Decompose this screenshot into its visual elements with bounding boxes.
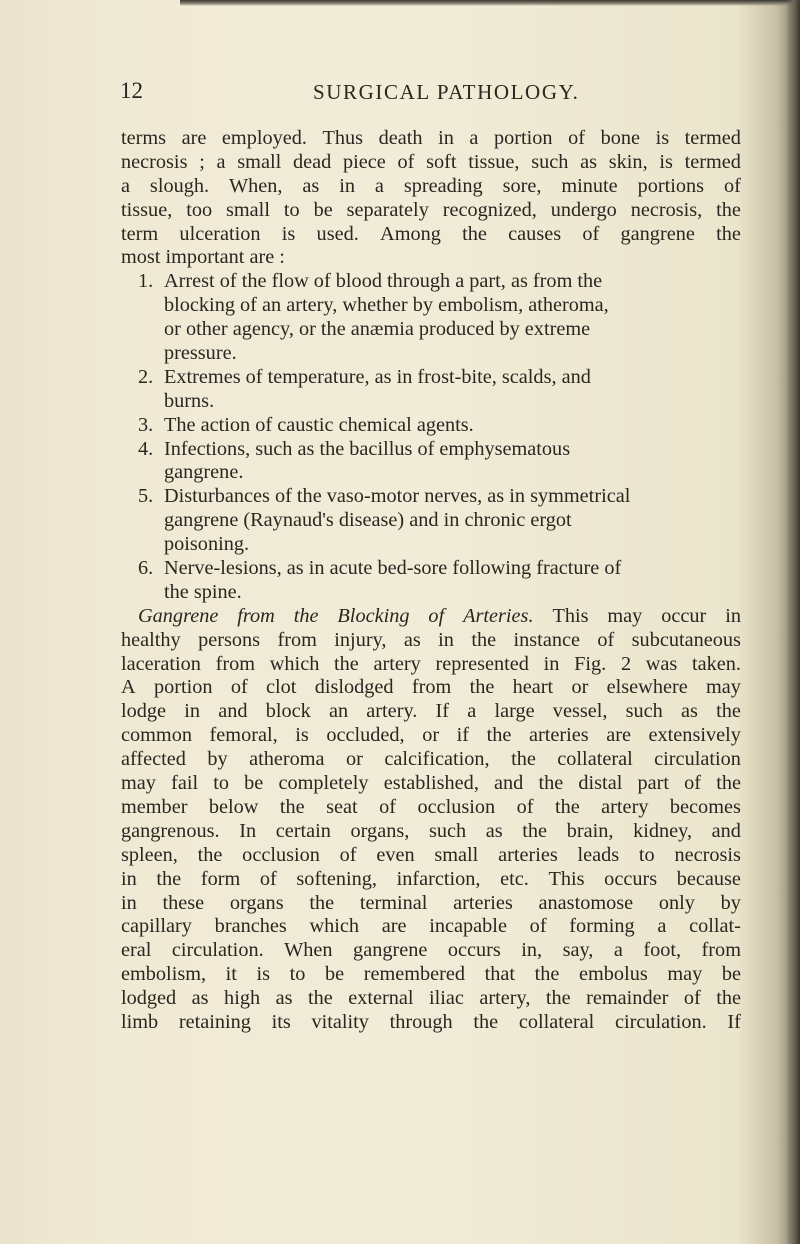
word: or [345, 748, 363, 771]
text-line [121, 892, 741, 916]
word: of [259, 867, 277, 890]
word: persons [198, 628, 261, 651]
word: spleen, [121, 843, 178, 866]
word: Thus [322, 127, 364, 149]
word: circulation. [614, 1010, 707, 1033]
word: embolism, [121, 963, 207, 986]
word: collateral [518, 1010, 595, 1033]
word: is [659, 150, 673, 173]
section-heading-word: Arteries. [463, 604, 534, 627]
word: a [613, 939, 623, 962]
word: iliac [428, 987, 464, 1010]
word: spreading [403, 174, 483, 197]
word: soft [426, 150, 457, 173]
word: employed. [221, 127, 307, 149]
word: may [607, 604, 643, 627]
word: the [716, 987, 741, 1010]
word: the [307, 987, 333, 1010]
word: are [181, 127, 207, 149]
word: of [379, 795, 396, 818]
section-heading-word: the [293, 604, 319, 627]
list-number: 5. [138, 485, 154, 508]
text-line [121, 772, 741, 796]
word: seat [326, 795, 358, 818]
word: or [571, 676, 589, 699]
word: brain, [566, 819, 614, 842]
text-line [121, 175, 741, 199]
word: and [494, 772, 524, 795]
word: the [716, 222, 741, 245]
word: represented [435, 652, 529, 675]
word: of [529, 915, 547, 938]
word: collateral [557, 748, 633, 771]
word: the [473, 1010, 499, 1033]
word: through [389, 1010, 453, 1033]
list-item-2: 2. Extremes of temperature, as in frost-bite, scalds, and [138, 365, 591, 388]
word: a [469, 127, 479, 149]
word: and [218, 700, 248, 723]
word: gangrene [620, 222, 695, 245]
word: capillary [121, 915, 192, 938]
word: be [244, 772, 264, 795]
section-heading-word: Blocking [337, 604, 410, 627]
word: occurs [604, 867, 658, 890]
word: of [723, 174, 741, 197]
text-line [121, 151, 741, 175]
word: by [720, 891, 741, 914]
text-line [121, 1011, 741, 1035]
word: in [438, 628, 454, 651]
word: laceration [121, 652, 201, 675]
page-binding-shadow [786, 0, 800, 1244]
text-line [121, 629, 741, 653]
word: it [225, 963, 237, 986]
word: as [580, 150, 598, 173]
word: the [486, 724, 512, 747]
word: that [484, 963, 516, 986]
page-top-shadow [180, 0, 800, 6]
word: artery. [366, 700, 418, 723]
word: collat- [689, 915, 741, 938]
word: the [716, 700, 741, 723]
word: portions [637, 174, 705, 197]
word: was [645, 652, 678, 675]
text-line: blocking of an artery, whether by embolism, atheroma, [164, 294, 609, 317]
word: as [403, 628, 421, 651]
word: causes [508, 222, 562, 245]
word: ulceration [179, 222, 261, 245]
word: kidney, [633, 819, 693, 842]
word: etc. [500, 867, 529, 890]
word: even [376, 843, 415, 866]
word: branches [214, 915, 287, 938]
word: When, [229, 174, 283, 197]
word: occluded, [326, 724, 405, 747]
word: is [295, 724, 309, 747]
word: healthy [121, 628, 181, 651]
word: member [121, 795, 188, 818]
list-number: 4. [138, 437, 154, 460]
text-line [121, 653, 741, 677]
word: recognized, [442, 198, 537, 221]
word: its [271, 1010, 291, 1033]
word: be [721, 963, 741, 986]
word: tissue, [468, 150, 520, 173]
text-line [121, 748, 741, 772]
word: necrosis, [630, 198, 703, 221]
word: becomes [669, 795, 741, 818]
word: small [226, 198, 270, 221]
word: a [374, 174, 384, 197]
word: sore, [502, 174, 542, 197]
word: common [121, 724, 192, 747]
text-line [121, 820, 741, 844]
word: as [681, 700, 698, 723]
word: to [289, 963, 306, 986]
word: vitality [311, 1010, 369, 1033]
section-heading-word: Gangrene [138, 604, 219, 627]
word: necrosis [674, 843, 741, 866]
text-line [121, 844, 741, 868]
word: because [676, 867, 741, 890]
word: the [554, 795, 580, 818]
word: a [216, 150, 226, 173]
word: incapable [429, 915, 507, 938]
list-number: 6. [138, 557, 154, 580]
word: of [582, 222, 600, 245]
word: terminal [359, 891, 428, 914]
word: by [207, 748, 228, 771]
word: lodged [121, 987, 177, 1010]
word: of [597, 628, 615, 651]
word: organs [229, 891, 284, 914]
word: a [467, 700, 477, 723]
word: is [655, 127, 670, 149]
word: circulation. [171, 939, 264, 962]
word: the [469, 676, 495, 699]
word: infarction, [396, 867, 481, 890]
word: dislodged [314, 676, 394, 699]
word: the [309, 891, 335, 914]
text-line [121, 700, 741, 724]
word: be [324, 963, 345, 986]
word: bone [600, 127, 641, 149]
word: too [186, 198, 213, 221]
word: in [543, 652, 560, 675]
word: skin, [608, 150, 648, 173]
word: from [277, 628, 317, 651]
section-heading-word: of [428, 604, 445, 627]
word: the [156, 867, 182, 890]
body-text [121, 127, 741, 1035]
text-line [121, 939, 741, 963]
text-line: burns. [164, 389, 215, 412]
text-line [121, 963, 741, 987]
word: small [237, 150, 282, 173]
word: the [471, 628, 497, 651]
word: is [281, 222, 296, 245]
word: a [121, 174, 131, 197]
word: femoral, [209, 724, 278, 747]
word: these [162, 891, 205, 914]
list-item-3: 3. The action of caustic chemical agents. [138, 413, 474, 436]
list-item-6: 6. Nerve-lesions, as in acute bed-sore following fracture of [138, 557, 622, 580]
word: the [538, 772, 564, 795]
word: which [309, 915, 360, 938]
word: artery, [479, 987, 531, 1010]
word: anastomose [538, 891, 634, 914]
word: eral [121, 939, 152, 962]
word: portion [153, 676, 213, 699]
word: In [239, 819, 257, 842]
word: in [121, 867, 137, 890]
text-line [121, 724, 741, 748]
word: Among [380, 222, 441, 245]
list-item-1: 1. Arrest of the flow of blood through a part, as from the [138, 270, 603, 293]
word: instance [513, 628, 580, 651]
word: large [494, 700, 535, 723]
word: arteries [528, 724, 589, 747]
running-title: SURGICAL PATHOLOGY. [313, 80, 580, 104]
word: of [683, 987, 701, 1010]
word: of [397, 150, 415, 173]
word: to [213, 772, 230, 795]
word: block [265, 700, 311, 723]
word: certain [275, 819, 331, 842]
word: elsewhere [606, 676, 688, 699]
word: artery [601, 795, 649, 818]
word: the [334, 652, 359, 675]
word: such [428, 819, 467, 842]
word: the [545, 987, 571, 1010]
word: a [657, 915, 667, 938]
word: or [422, 724, 440, 747]
text-line [121, 223, 741, 247]
word: minute [561, 174, 618, 197]
word: and [711, 819, 741, 842]
word: clot [266, 676, 297, 699]
word: subcutaneous [631, 628, 741, 651]
word: of [568, 127, 586, 149]
word: completely [278, 772, 369, 795]
word: forming [569, 915, 635, 938]
word: This [548, 867, 585, 890]
word: small [434, 843, 479, 866]
word: high [224, 987, 261, 1010]
word: ; [199, 150, 205, 173]
list-number: 1. [138, 270, 154, 293]
word: in [121, 891, 137, 914]
word: arteries [498, 843, 558, 866]
word: foot, [643, 939, 682, 962]
word: to [638, 843, 655, 866]
word: circulation [654, 748, 741, 771]
section-first-line [121, 605, 741, 629]
word: from [701, 939, 741, 962]
word: taken. [692, 652, 741, 675]
text-line [121, 915, 741, 939]
word: If [435, 700, 450, 723]
text-line [121, 796, 741, 820]
word: such [531, 150, 569, 173]
word: terms [121, 127, 167, 149]
word: the [511, 748, 536, 771]
word: occlusion [417, 795, 496, 818]
text-line: pressure. [164, 342, 237, 365]
text-line: most important are : [121, 246, 285, 269]
word: the [197, 843, 223, 866]
word: injury, [334, 628, 387, 651]
word: separately [346, 198, 429, 221]
text-line: gangrene (Raynaud's disease) and in chronic ergot [164, 509, 572, 532]
text-line: gangrene. [164, 461, 244, 484]
word: which [269, 652, 320, 675]
word: tissue, [121, 198, 173, 221]
list-number: 2. [138, 365, 154, 388]
word: form [200, 867, 241, 890]
text-line [121, 987, 741, 1011]
word: the [716, 198, 741, 221]
text-line [121, 868, 741, 892]
word: atheroma [249, 748, 325, 771]
list-item-4: 4. Infections, such as the bacillus of emphysematous [138, 437, 571, 460]
word: the [522, 819, 548, 842]
word: the [462, 222, 487, 245]
word: as [191, 987, 209, 1010]
word: necrosis [121, 150, 188, 173]
word: embolus [579, 963, 648, 986]
word: softening, [296, 867, 377, 890]
word: remainder [586, 987, 669, 1010]
word: limb [121, 1010, 159, 1033]
word: of [684, 772, 702, 795]
word: such [625, 700, 663, 723]
word: used. [316, 222, 359, 245]
word: from [215, 652, 256, 675]
word: part [637, 772, 670, 795]
text-line [121, 676, 741, 700]
word: death [378, 127, 423, 149]
word: When [284, 939, 333, 962]
list-item-5: 5. Disturbances of the vaso-motor nerves, as in symmetrical [138, 485, 631, 508]
word: established, [383, 772, 479, 795]
word: fail [171, 772, 199, 795]
word: the [534, 963, 560, 986]
word: in [339, 174, 355, 197]
word: gangrenous. [121, 819, 220, 842]
word: be [313, 198, 333, 221]
word: of [230, 676, 248, 699]
word: if [456, 724, 470, 747]
word: lodge [121, 700, 167, 723]
word: of [339, 843, 357, 866]
word: remembered [363, 963, 466, 986]
word: A [121, 676, 136, 699]
word: say, [562, 939, 594, 962]
section-heading-word: from [237, 604, 275, 627]
word: undergo [550, 198, 617, 221]
word: vessel, [552, 700, 608, 723]
word: as [302, 174, 320, 197]
word: 2 [620, 652, 632, 675]
word: affected [121, 748, 186, 771]
word: piece [342, 150, 386, 173]
word: is [256, 963, 271, 986]
text-line [121, 199, 741, 223]
word: the [279, 795, 305, 818]
word: are [606, 724, 631, 747]
word: from [411, 676, 452, 699]
word: organs, [350, 819, 410, 842]
word: extensively [648, 724, 741, 747]
word: dead [292, 150, 332, 173]
word: are [381, 915, 407, 938]
word: termed [684, 127, 741, 149]
word: as [275, 987, 293, 1010]
word: in [184, 700, 201, 723]
word: only [658, 891, 695, 914]
word: may [706, 676, 741, 699]
word: slough. [149, 174, 210, 197]
word: portion [493, 127, 553, 149]
word: leads [577, 843, 620, 866]
word: of [516, 795, 534, 818]
word: in [725, 604, 741, 627]
word: heart [512, 676, 554, 699]
word: calcification, [384, 748, 490, 771]
text-line: poisoning. [164, 533, 250, 556]
word: as [485, 819, 503, 842]
word: may [121, 772, 156, 795]
word: occurs [447, 939, 501, 962]
text-line: or other agency, or the anæmia produced by extreme [164, 318, 591, 341]
word: arteries [453, 891, 513, 914]
word: occlusion [242, 843, 320, 866]
text-line: the spine. [164, 580, 242, 603]
word: artery [373, 652, 421, 675]
word: This [552, 604, 589, 627]
word: distal [578, 772, 623, 795]
word: retaining [178, 1010, 251, 1033]
word: external [348, 987, 414, 1010]
word: termed [684, 150, 741, 173]
word: the [716, 772, 741, 795]
word: in [438, 127, 454, 149]
word: may [667, 963, 703, 986]
word: occur [661, 604, 707, 627]
text-line [121, 127, 741, 151]
page-header [0, 78, 800, 112]
word: Fig. [574, 652, 607, 675]
page-number: 12 [120, 78, 143, 103]
word: term [121, 222, 159, 245]
list-number: 3. [138, 413, 154, 436]
word: to [283, 198, 300, 221]
word: below [208, 795, 259, 818]
word: If [727, 1010, 741, 1033]
word: in, [521, 939, 543, 962]
word: an [328, 700, 349, 723]
word: gangrene [353, 939, 428, 962]
